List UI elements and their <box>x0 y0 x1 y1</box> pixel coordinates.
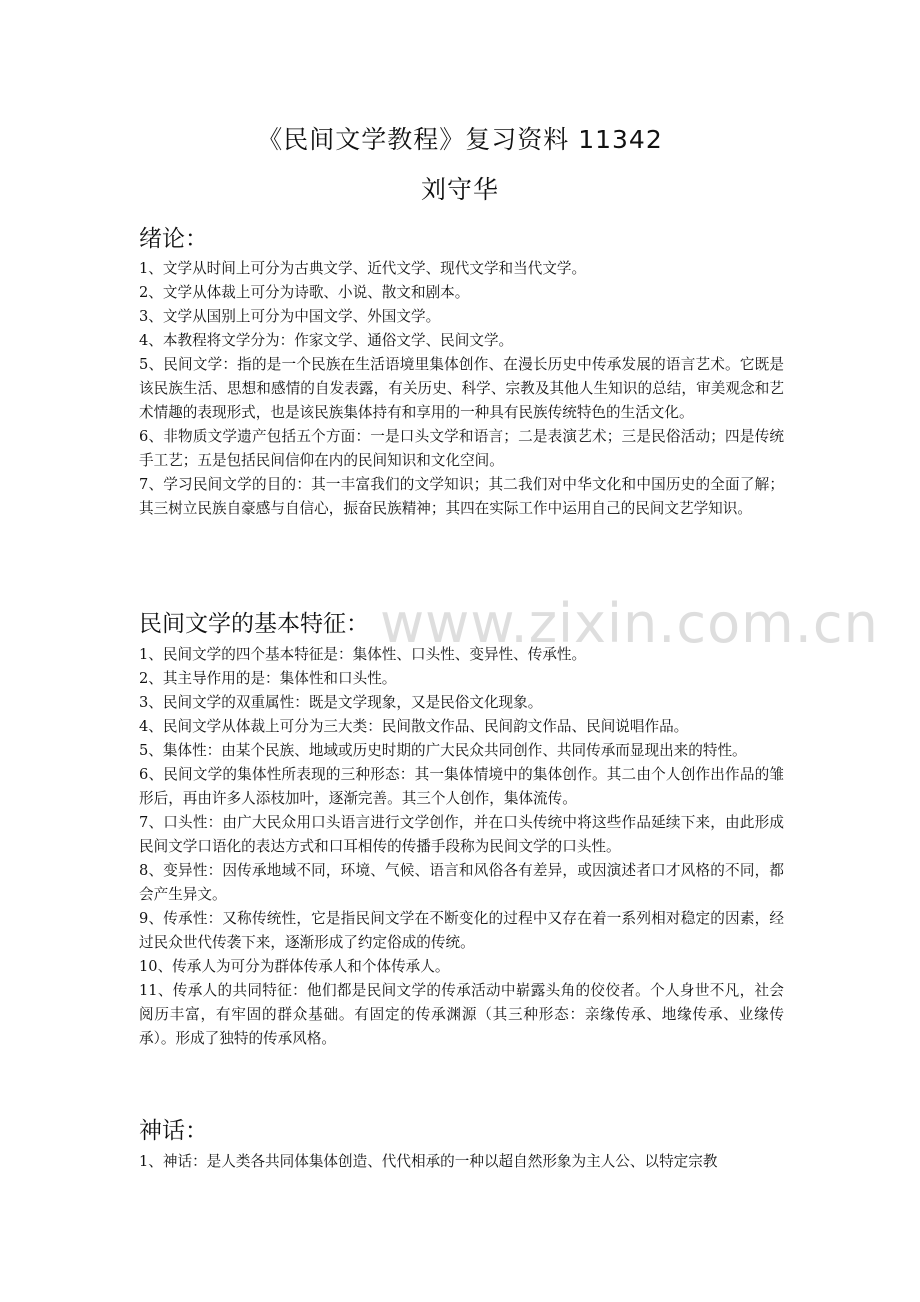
list-item: 3、民间文学的双重属性：既是文学现象，又是民俗文化现象。 <box>139 694 543 711</box>
list-item: 10、传承人为可分为群体传承人和个体传承人。 <box>139 958 450 975</box>
section-heading-basic-features: 民间文学的基本特征： <box>139 611 369 637</box>
list-item: 2、其主导作用的是：集体性和口头性。 <box>139 670 397 687</box>
list-item: 6、非物质文学遗产包括五个方面：一是口头文学和语言；二是表演艺术；三是民俗活动；四是传统手工艺；五是包括民间信仰在内的民间知识和文化空间。 <box>139 428 784 469</box>
list-item: 6、民间文学的集体性所表现的三种形态：其一集体情境中的集体创作。其二由个人创作出作品的雏形后，再由许多人添枝加叶，逐渐完善。其三个人创作，集体流传。 <box>139 766 784 807</box>
section-body-basic-features <box>139 643 784 1051</box>
document-author: 刘守华 <box>420 175 499 204</box>
list-item: 4、本教程将文学分为：作家文学、通俗文学、民间文学。 <box>139 332 514 349</box>
list-item: 1、神话：是人类各共同体集体创造、代代相承的一种以超自然形象为主人公、以特定宗教 <box>139 1153 718 1170</box>
list-item: 1、文学从时间上可分为古典文学、近代文学、现代文学和当代文学。 <box>139 260 587 277</box>
list-item: 3、文学从国别上可分为中国文学、外国文学。 <box>139 308 441 325</box>
list-item: 2、文学从体裁上可分为诗歌、小说、散文和剧本。 <box>139 284 470 301</box>
list-item: 5、集体性：由某个民族、地域或历史时期的广大民众共同创作、共同传承而显现出来的特性。 <box>139 742 747 759</box>
section-body-introduction <box>139 257 784 521</box>
section-heading-myth: 神话： <box>139 1118 208 1144</box>
section-body-myth <box>139 1150 784 1174</box>
list-item: 9、传承性：又称传统性，它是指民间文学在不断变化的过程中又存在着一系列相对稳定的因素，经过民众世代传袭下来，逐渐形成了约定俗成的传统。 <box>139 910 784 951</box>
list-item: 7、口头性：由广大民众用口头语言进行文学创作，并在口头传统中将这些作品延续下来，由此形成民间文学口语化的表达方式和口耳相传的传播手段称为民间文学的口头性。 <box>139 814 784 855</box>
document-title: 《民间文学教程》复习资料 11342 <box>257 125 663 154</box>
list-item: 5、民间文学：指的是一个民族在生活语境里集体创作、在漫长历史中传承发展的语言艺术。它既是该民族生活、思想和感情的自发表露，有关历史、科学、宗教及其他人生知识的总结，审美观念和艺术情趣的表现形式，也是该民族集体持有和享用的一种具有民族传统特色的生活文化。 <box>139 356 784 421</box>
list-item: 1、民间文学的四个基本特征是：集体性、口头性、变异性、传承性。 <box>139 646 587 663</box>
section-heading-introduction: 绪论： <box>139 226 208 252</box>
list-item: 4、民间文学从体裁上可分为三大类：民间散文作品、民间韵文作品、民间说唱作品。 <box>139 718 689 735</box>
list-item: 7、学习民间文学的目的：其一丰富我们的文学知识；其二我们对中华文化和中国历史的全面了解；其三树立民族自豪感与自信心，振奋民族精神；其四在实际工作中运用自己的民间文艺学知识。 <box>139 476 784 517</box>
list-item: 8、变异性：因传承地域不同，环境、气候、语言和风俗各有差异，或因演述者口才风格的不同，都会产生异文。 <box>139 862 784 903</box>
watermark: www.zixin.com.cn <box>380 592 879 655</box>
list-item: 11、传承人的共同特征：他们都是民间文学的传承活动中崭露头角的佼佼者。个人身世不凡，社会阅历丰富，有牢固的群众基础。有固定的传承渊源（其三种形态：亲缘传承、地缘传承、业缘传承）。形成了独特的传承风格。 <box>139 982 784 1047</box>
